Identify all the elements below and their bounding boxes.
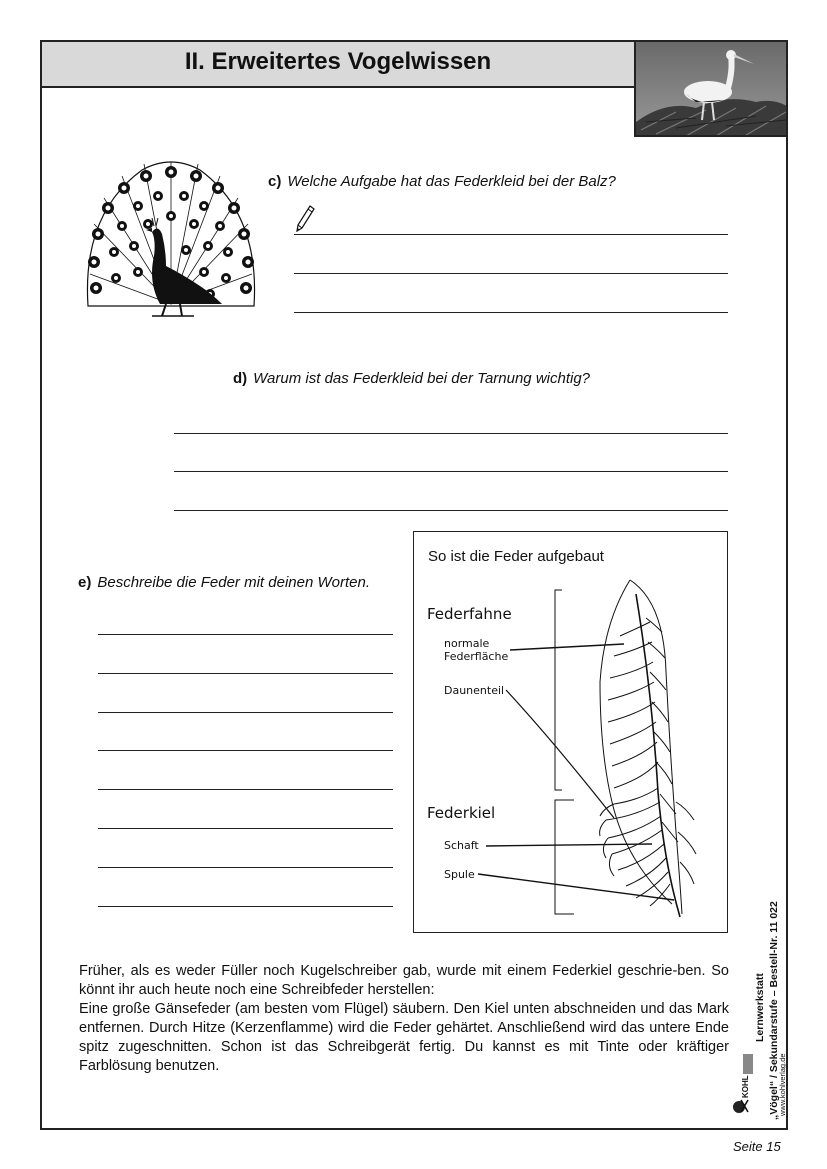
answer-line-e-6[interactable]: [98, 828, 393, 829]
question-e: [78, 574, 370, 591]
label-daunenteil: Daunenteil: [444, 684, 505, 697]
answer-line-e-4[interactable]: [98, 750, 393, 751]
label-federkiel: Federkiel: [427, 804, 496, 822]
question-e-letter: e): [78, 574, 92, 591]
publisher-name: KOHL: [741, 1075, 750, 1098]
question-d-letter: d): [233, 370, 248, 387]
label-spule: Spule: [444, 868, 475, 881]
answer-line-d-1[interactable]: [174, 433, 728, 434]
question-d: [233, 370, 590, 387]
stork-photo: [634, 40, 788, 137]
answer-line-e-1[interactable]: [98, 634, 393, 635]
answer-line-d-3[interactable]: [174, 510, 728, 511]
label-normale-line2: Federfläche: [444, 650, 509, 663]
question-c: [268, 173, 616, 190]
publisher-website: www.kohlverlag.de: [778, 1053, 787, 1116]
feather-diagram: [413, 531, 728, 933]
answer-line-e-7[interactable]: [98, 867, 393, 868]
label-schaft: Schaft: [444, 839, 479, 852]
answer-line-c-3[interactable]: [294, 312, 728, 313]
label-federfahne: Federfahne: [427, 605, 512, 623]
answer-line-e-8[interactable]: [98, 906, 393, 907]
answer-line-c-2[interactable]: [294, 273, 728, 274]
page-title: II. Erweitertes Vogelwissen: [184, 48, 492, 75]
question-c-text: Welche Aufgabe hat das Federkleid bei der Balz?: [287, 173, 616, 190]
question-d-text: Warum ist das Federkleid bei der Tarnung wichtig?: [253, 370, 591, 387]
diagram-title: So ist die Feder aufgebaut: [428, 548, 604, 565]
publisher-logo: [732, 1050, 758, 1118]
answer-line-d-2[interactable]: [174, 471, 728, 472]
pencil-icon: [294, 204, 316, 234]
answer-line-e-2[interactable]: [98, 673, 393, 674]
instruction-paragraph-1: Früher, als es weder Füller noch Kugelschreiber gab, wurde mit einem Federkiel geschrie-ben. So könnt ihr auch heute noch eine Schreibfeder herstellen:: [79, 963, 729, 998]
answer-line-e-5[interactable]: [98, 789, 393, 790]
feather-drawing: [414, 532, 726, 930]
label-normale-line1: normale: [444, 637, 490, 650]
answer-line-c-1[interactable]: [294, 234, 728, 235]
publisher-sidebar: [732, 790, 792, 1120]
peacock-illustration: [82, 154, 260, 320]
question-e-text: Beschreibe die Feder mit deinen Worten.: [97, 574, 370, 591]
instruction-paragraph-2: Eine große Gänsefeder (am besten vom Flügel) säubern. Den Kiel unten abschneiden und das Mark entfernen. Durch Hitze (Kerzenflamme) wird die Feder gehärtet. Anschließend wird das untere Ende spitz zugeschnitten. Schon ist das Schreibgerät fertig. Du kannst es mit Tinte oder kräftiger Farblösung benutzen.: [79, 1001, 729, 1074]
question-c-letter: c): [268, 173, 282, 190]
page-number: Seite 15: [733, 1139, 781, 1154]
sidebar-line-2: „Vögel“ / Sekundarstufe – Bestell-Nr. 11 022: [768, 901, 780, 1120]
instruction-text: [79, 962, 729, 1076]
answer-line-e-3[interactable]: [98, 712, 393, 713]
sidebar-line-1: Lernwerkstatt: [754, 973, 766, 1042]
